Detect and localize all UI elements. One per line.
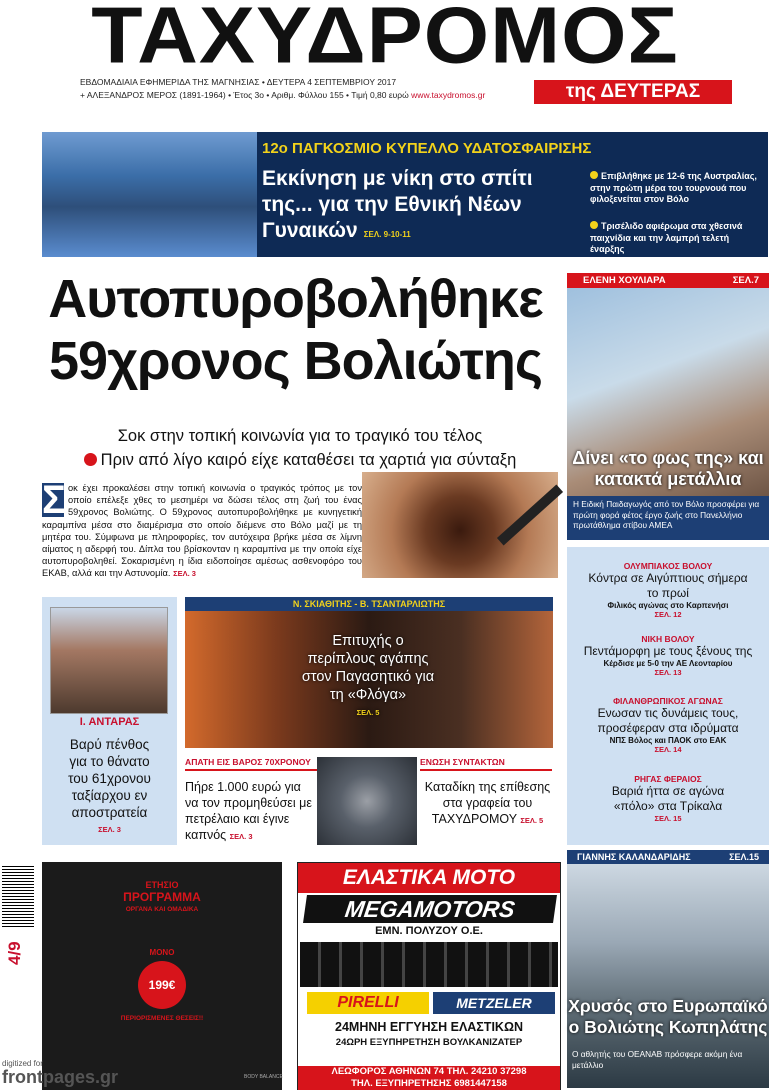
main-article: Σ οκ έχει προκαλέσει στην τοπική κοινωνία ο τραγικός τρόπος με τον οποίο επέλεξε χθες το μεσημέρι να δώσει τέλος στη ζωή του ένας 59χρονος Βολιώτης. Ο 59χρονος αυτοπυροβολήθηκε με κυνηγετική καραμπίνα μέσα στο διαμέρισμα στο οποίο διέμενε στο Βόλο μαζί με τη μητέρα του. Σύμφωνα με πληροφορίες, τον αυτόχειρα βρήκε μέσα σε λίμνη αίματος η αδερφή του. Δίπλα του βρίσκονταν η καραμπίνα με την οποία είχε αυτοπυροβοληθεί. Σοκαρισμένη η ίδια ειδοποίησε αμέσως ασθενοφόρο του ΕΚΑΒ, αλλά και την Αστυνομία. ΣΕΛ. 3: [42, 478, 362, 579]
main-subheadline: Πριν από λίγο καιρό είχε καταθέσει τα χαρτιά για σύνταξη: [40, 451, 560, 470]
digitized-label: digitized for: [2, 1059, 43, 1068]
newspaper-title: ΤΑΧΥΔΡΟΜΟΣ: [91, 0, 679, 80]
waterpolo-title: 12ο ΠΑΓΚΟΣΜΙΟ ΚΥΠΕΛΛΟ ΥΔΑΤΟΣΦΑΙΡΙΣΗΣ: [262, 140, 592, 157]
waterpolo-bullet: Τρισέλιδο αφιέρωμα στα χθεσινά παιχνίδια και την λαμπρή τελετή έναρξης: [590, 221, 743, 254]
price-badge: 199€: [138, 961, 186, 1009]
waterpolo-team-photo: [42, 132, 257, 257]
edition-badge: της ΔΕΥΤΕΡΑΣ: [534, 80, 732, 104]
gym-brand: BODY BALANCE: [244, 1074, 283, 1080]
enosi-headline[interactable]: Καταδίκη της επίθεσης στα γραφεία του ΤΑΧΥΔΡΟΜΟΥ ΣΕΛ. 5: [424, 780, 551, 826]
tires-image: [300, 942, 558, 987]
antaras-photo: [50, 607, 168, 714]
crime-scene-photo: [362, 472, 558, 578]
apati-headline[interactable]: Πήρε 1.000 ευρώ για να τον προμηθεύσει με πετρέλαιο και έγινε καπνός ΣΕΛ. 3: [185, 780, 312, 842]
main-headline[interactable]: Αυτοπυροβολήθηκε 59χρονος Βολιώτης: [48, 269, 543, 391]
skiathos-bar: Ν. ΣΚΙΑΘΙΤΗΣ - Β. ΤΣΑΝΤΑΡΛΙΩΤΗΣ: [185, 597, 553, 611]
frontpages-watermark[interactable]: frontpages.gr: [2, 1067, 119, 1087]
sidebar-item[interactable]: ΟΛΥΜΠΙΑΚΟΣ ΒΟΛΟΥ Κόντρα σε Αιγύπτιους σήμερα το πρωί Φιλικός αγώνας στο Καρπενήσι ΣΕΛ. 12: [588, 561, 748, 619]
masthead-issue-line: + ΑΛΕΞΑΝΔΡΟΣ ΜΕΡΟΣ (1891-1964) • Έτος 3ο • Αριθμ. Φύλλου 155 • Τιμή 0,80 ευρώ www.taxydromos.gr: [80, 90, 486, 100]
website-link[interactable]: www.taxydromos.gr: [411, 90, 486, 100]
main-subheadline: Σοκ στην τοπική κοινωνία για το τραγικό του τέλος: [117, 427, 483, 445]
masthead-info-line: ΕΒΔΟΜΑΔΙΑΙΑ ΕΦΗΜΕΡΙΔΑ ΤΗΣ ΜΑΓΝΗΣΙΑΣ • ΔΕΥΤΕΡΑ 4 ΣΕΠΤΕΜΒΡΙΟΥ 2017: [80, 77, 397, 87]
moto-ad-banner: ΕΛΑΣΤΙΚΑ ΜΟΤΟ: [298, 863, 560, 893]
skiathos-headline: Επιτυχής ο περίπλους αγάπης στον Παγασητικό για τη «Φλόγα» ΣΕΛ. 5: [301, 633, 435, 717]
kalandaridis-bar: ΓΙΑΝΝΗΣ ΚΑΛΑΝΔΑΡΙΔΗΣ ΣΕΛ.15: [567, 850, 769, 864]
sidebar-item[interactable]: ΝΙΚΗ ΒΟΛΟΥ Πεντάμορφη με τους ξένους της Κέρδισε με 5-0 την ΑΕ Λεονταρίου ΣΕΛ. 13: [583, 634, 753, 677]
sidebar-item[interactable]: ΡΗΓΑΣ ΦΕΡΑΙΟΣ Βαριά ήττα σε αγώνα «πόλο» στα Τρίκαλα ΣΕΛ. 15: [611, 774, 725, 823]
megamotors-logo: MEGAMOTORS: [303, 895, 557, 923]
kalandaridis-headline: Χρυσός στο Ευρωπαϊκό ο Βολιώτης Κωπηλάτης: [568, 996, 768, 1037]
bullet-icon: [84, 453, 97, 466]
page-reference: ΣΕΛ. 9-10-11: [363, 230, 411, 239]
waterpolo-headline: Εκκίνηση με νίκη στο σπίτι της... για την Εθνική Νέων Γυναικών ΣΕΛ. 9-10-11: [262, 167, 533, 242]
antaras-headline: Βαρύ πένθος για το θάνατο του 61χρονου ταξίαρχου εν αποστρατεία ΣΕΛ. 3: [68, 737, 151, 834]
moto-contact: ΛΕΩΦΟΡΟΣ ΑΘΗΝΩΝ 74 ΤΗΛ. 24210 37298 ΤΗΛ. ΕΞΥΠΗΡΕΤΗΣΗΣ 6981447158: [298, 1066, 560, 1090]
houliara-caption: Η Ειδική Παιδαγωγός από τον Βόλο προσφέρει για πρώτη φορά φέτος έργο ζωής στο Πανελλήνιο πρωτάθλημα στίβου ΑΜΕΑ: [567, 496, 769, 540]
waterpolo-bullet: Επιβλήθηκε με 12-6 της Αυστραλίας, στην πρώτη μέρα του τουρνουά που φιλοξενείται στον Βόλο: [590, 171, 757, 204]
pirelli-logo: PIRELLI: [307, 992, 429, 1014]
metzeler-logo: METZELER: [433, 992, 555, 1014]
barcode: [2, 865, 34, 927]
drop-cap: Σ: [42, 478, 67, 522]
warranty-line: 24ΜΗΝΗ ΕΓΓΥΗΣΗ ΕΛΑΣΤΙΚΩΝ: [335, 1020, 523, 1034]
handcuffs-photo: [317, 757, 417, 845]
bullet-icon: [590, 171, 598, 179]
houliara-headline: Δίνει «το φως της» και κατακτά μετάλλια: [572, 448, 764, 489]
houliara-name-bar: ΕΛΕΝΗ ΧΟΥΛΙΑΡΑ ΣΕΛ.7: [567, 273, 769, 288]
moto-company: ΕΜΝ. ΠΟΛΥΖΟΥ Ο.Ε.: [375, 925, 483, 937]
service-line: 24ΩΡΗ ΕΞΥΠΗΡΕΤΗΣΗ ΒΟΥΛΚΑΝΙΖΑΤΕΡ: [335, 1037, 523, 1048]
bullet-icon: [590, 221, 598, 229]
apati-bar: ΑΠΑΤΗ ΕΙΣ ΒΑΡΟΣ 70ΧΡΟΝΟΥ: [185, 757, 317, 771]
antaras-name: Ι. ΑΝΤΑΡΑΣ: [79, 716, 140, 728]
enosi-bar: ΕΝΩΣΗ ΣΥΝΤΑΚΤΩΝ: [420, 757, 552, 771]
issue-date: 4/9: [5, 941, 24, 965]
kalandaridis-caption: Ο αθλητής του ΟΕΑΝΑΒ πρόσφερε ακόμη ένα μετάλλιο: [572, 1049, 743, 1070]
page-reference: ΣΕΛ. 3: [173, 569, 196, 579]
sidebar-item[interactable]: ΦΙΛΑΝΘΡΩΠΙΚΟΣ ΑΓΩΝΑΣ Ενωσαν τις δυνάμεις τους, προσέφεραν στα ιδρύματα ΝΠΣ Βόλος και ΠΑΟΚ στο ΕΑΚ ΣΕΛ. 14: [597, 696, 739, 754]
